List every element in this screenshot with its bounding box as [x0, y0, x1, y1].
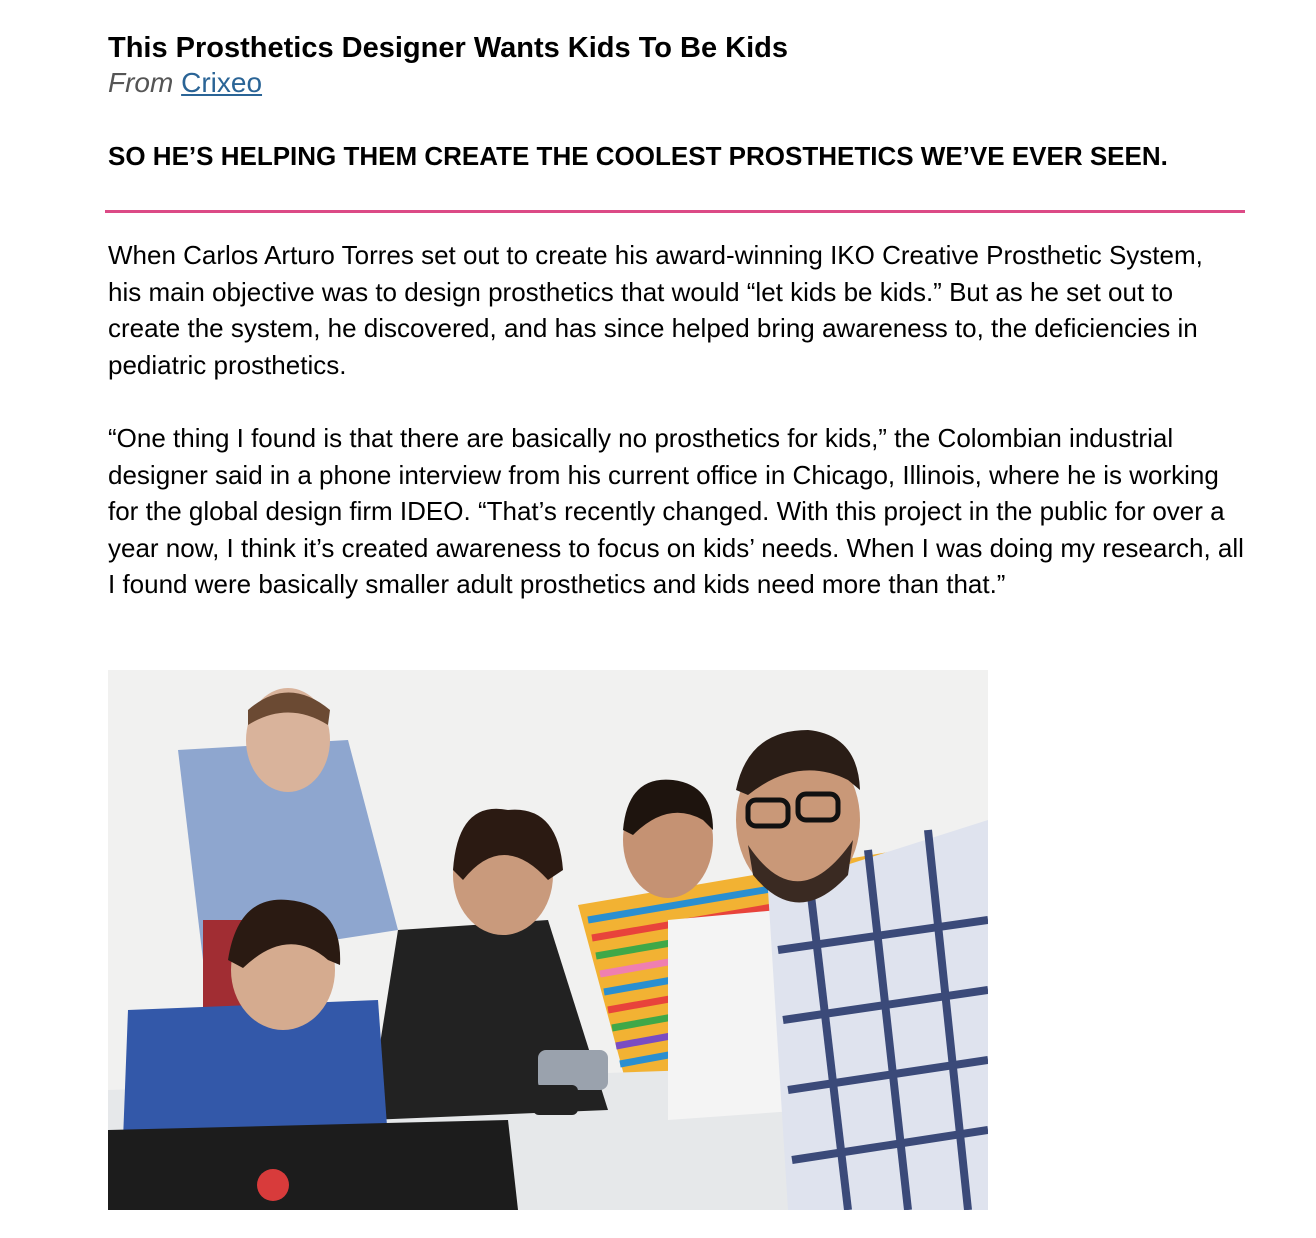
laptop: [108, 1120, 518, 1210]
paragraph-2: “One thing I found is that there are basically no prosthetics for kids,” the Colombian industrial designer said in a phone interview from his current office in Chicago, Illinois, where he is working for the global design firm IDEO. “That’s recently changed. With this project in the public for over a year now, I think it’s created awareness to focus on kids’ needs. When I was doing my research, all I found were basically smaller adult prosthetics and kids need more than that.”: [108, 423, 1244, 599]
section-divider: [105, 210, 1245, 213]
article-subhead: SO HE’S HELPING THEM CREATE THE COOLEST PROSTHETICS WE’VE EVER SEEN.: [108, 141, 1168, 171]
source-line: [108, 66, 1248, 100]
article-title: This Prosthetics Designer Wants Kids To Be Kids: [108, 32, 789, 64]
article-photo: [108, 670, 988, 1210]
source-link[interactable]: Crixeo: [181, 67, 263, 98]
paragraph-1: When Carlos Arturo Torres set out to create his award-winning IKO Creative Prosthetic System, his main objective was to design prosthetics that would “let kids be kids.” But as he set out to create the system, he discovered, and has since helped bring awareness to, the deficiencies in pediatric prosthetics.: [108, 240, 1203, 380]
from-label: From: [108, 67, 174, 98]
article: [108, 30, 1248, 599]
photo-illustration: [108, 670, 988, 1210]
